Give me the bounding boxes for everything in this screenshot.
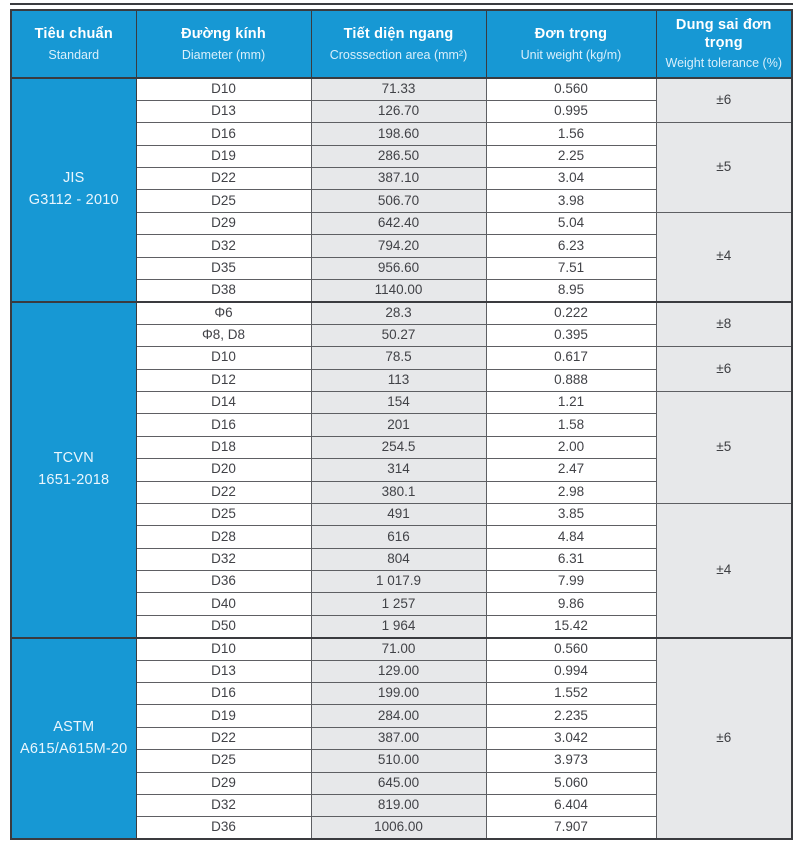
cell-weight: 0.222 (486, 302, 656, 324)
cell-diameter: D10 (136, 78, 311, 100)
cell-area: 198.60 (311, 123, 486, 145)
table-row (11, 78, 792, 100)
header-weight (486, 10, 656, 78)
cell-diameter: D22 (136, 168, 311, 190)
standard-label-line: JIS (62, 170, 85, 187)
cell-diameter: D29 (136, 772, 311, 794)
cell-weight: 7.51 (486, 257, 656, 279)
standard-label-line: ASTM (53, 718, 95, 735)
cell-tolerance: ±4 (656, 212, 792, 302)
cell-diameter: Φ8, D8 (136, 324, 311, 346)
cell-area: 1 964 (311, 615, 486, 637)
cell-area: 113 (311, 369, 486, 391)
cell-area: 286.50 (311, 145, 486, 167)
cell-weight: 6.31 (486, 548, 656, 570)
cell-tolerance: ±5 (656, 391, 792, 503)
cell-weight: 0.995 (486, 100, 656, 122)
cell-weight: 6.404 (486, 795, 656, 817)
cell-diameter: D12 (136, 369, 311, 391)
cell-area: 50.27 (311, 324, 486, 346)
cell-area: 491 (311, 503, 486, 525)
cell-diameter: D32 (136, 795, 311, 817)
header-area-en: Crosssection area (mm²) (329, 47, 468, 62)
cell-diameter: D28 (136, 526, 311, 548)
cell-weight: 8.95 (486, 280, 656, 302)
cell-diameter: D25 (136, 190, 311, 212)
header-weight-vi: Đơn trọng (534, 26, 608, 43)
cell-area: 819.00 (311, 795, 486, 817)
cell-weight: 1.552 (486, 683, 656, 705)
cell-diameter: D22 (136, 727, 311, 749)
cell-area: 510.00 (311, 750, 486, 772)
cell-diameter: D10 (136, 347, 311, 369)
cell-weight: 0.560 (486, 78, 656, 100)
cell-diameter: D16 (136, 414, 311, 436)
cell-diameter: D40 (136, 593, 311, 615)
cell-diameter: D50 (136, 615, 311, 637)
cell-tolerance: ±8 (656, 302, 792, 347)
header-standard-vi: Tiêu chuẩn (34, 26, 113, 43)
cell-standard (11, 638, 136, 840)
cell-weight: 4.84 (486, 526, 656, 548)
cell-diameter: D36 (136, 817, 311, 839)
cell-area: 1 017.9 (311, 571, 486, 593)
cell-weight: 2.235 (486, 705, 656, 727)
cell-area: 78.5 (311, 347, 486, 369)
cell-weight: 3.98 (486, 190, 656, 212)
cell-diameter: D18 (136, 436, 311, 458)
header-weight-en: Unit weight (kg/m) (520, 47, 622, 62)
standard-label-line: 1651-2018 (38, 471, 110, 488)
cell-standard (11, 78, 136, 302)
cell-area: 794.20 (311, 235, 486, 257)
cell-weight: 1.21 (486, 391, 656, 413)
cell-diameter: D10 (136, 638, 311, 660)
cell-weight: 9.86 (486, 593, 656, 615)
cell-tolerance: ±5 (656, 123, 792, 213)
cell-diameter: D38 (136, 280, 311, 302)
cell-standard (11, 302, 136, 638)
cell-diameter: D22 (136, 481, 311, 503)
cell-area: 645.00 (311, 772, 486, 794)
cell-area: 284.00 (311, 705, 486, 727)
cell-diameter: D25 (136, 750, 311, 772)
cell-weight: 1.56 (486, 123, 656, 145)
table-row (11, 638, 792, 660)
cell-area: 1006.00 (311, 817, 486, 839)
header-diameter (136, 10, 311, 78)
cell-diameter: D25 (136, 503, 311, 525)
cell-diameter: Φ6 (136, 302, 311, 324)
cell-area: 28.3 (311, 302, 486, 324)
cell-weight: 2.98 (486, 481, 656, 503)
cell-area: 506.70 (311, 190, 486, 212)
rebar-spec-table (10, 9, 793, 840)
header-row (11, 10, 792, 78)
table-row (11, 302, 792, 324)
cell-diameter: D36 (136, 571, 311, 593)
cell-area: 380.1 (311, 481, 486, 503)
cell-area: 126.70 (311, 100, 486, 122)
cell-diameter: D13 (136, 100, 311, 122)
header-area (311, 10, 486, 78)
cell-area: 804 (311, 548, 486, 570)
header-tolerance-vi: Dung sai đơn trọng (675, 17, 772, 51)
cell-weight: 0.395 (486, 324, 656, 346)
header-tolerance (656, 10, 792, 78)
table-body (11, 78, 792, 839)
cell-area: 129.00 (311, 660, 486, 682)
cell-area: 314 (311, 459, 486, 481)
standard-label-line: A615/A615M-20 (20, 740, 128, 757)
cell-area: 616 (311, 526, 486, 548)
cell-weight: 5.04 (486, 212, 656, 234)
cell-weight: 7.99 (486, 571, 656, 593)
cell-diameter: D19 (136, 145, 311, 167)
cell-diameter: D13 (136, 660, 311, 682)
cell-weight: 5.060 (486, 772, 656, 794)
cell-diameter: D29 (136, 212, 311, 234)
header-standard (11, 10, 136, 78)
cell-diameter: D14 (136, 391, 311, 413)
cell-weight: 0.560 (486, 638, 656, 660)
cell-area: 387.00 (311, 727, 486, 749)
header-standard-en: Standard (48, 47, 100, 62)
cell-weight: 3.042 (486, 727, 656, 749)
cell-area: 254.5 (311, 436, 486, 458)
header-area-vi: Tiết diện ngang (343, 26, 454, 43)
cell-area: 1140.00 (311, 280, 486, 302)
cell-diameter: D20 (136, 459, 311, 481)
header-diameter-vi: Đường kính (181, 26, 266, 43)
cell-weight: 3.973 (486, 750, 656, 772)
cell-weight: 2.00 (486, 436, 656, 458)
header-tolerance-en: Weight tolerance (%) (665, 56, 782, 71)
cell-weight: 2.25 (486, 145, 656, 167)
header-diameter-en: Diameter (mm) (181, 47, 266, 62)
cell-tolerance: ±6 (656, 638, 792, 840)
cell-tolerance: ±6 (656, 347, 792, 392)
cell-diameter: D16 (136, 683, 311, 705)
table-header (11, 10, 792, 78)
cell-tolerance: ±6 (656, 78, 792, 123)
cell-weight: 3.85 (486, 503, 656, 525)
cell-area: 1 257 (311, 593, 486, 615)
cell-area: 71.00 (311, 638, 486, 660)
cell-area: 199.00 (311, 683, 486, 705)
cell-diameter: D32 (136, 548, 311, 570)
cell-diameter: D32 (136, 235, 311, 257)
cell-area: 956.60 (311, 257, 486, 279)
cell-weight: 6.23 (486, 235, 656, 257)
cell-diameter: D19 (136, 705, 311, 727)
cell-weight: 15.42 (486, 615, 656, 637)
cell-weight: 0.994 (486, 660, 656, 682)
standard-label-line: G3112 - 2010 (28, 191, 119, 208)
cell-weight: 2.47 (486, 459, 656, 481)
cell-diameter: D16 (136, 123, 311, 145)
cell-weight: 3.04 (486, 168, 656, 190)
cell-area: 387.10 (311, 168, 486, 190)
cell-tolerance: ±4 (656, 503, 792, 637)
cell-diameter: D35 (136, 257, 311, 279)
standard-label-line: TCVN (53, 450, 94, 467)
cell-area: 201 (311, 414, 486, 436)
cell-weight: 7.907 (486, 817, 656, 839)
cell-area: 642.40 (311, 212, 486, 234)
cell-area: 154 (311, 391, 486, 413)
cell-area: 71.33 (311, 78, 486, 100)
cell-weight: 0.617 (486, 347, 656, 369)
cell-weight: 0.888 (486, 369, 656, 391)
top-rule (10, 3, 793, 5)
cell-weight: 1.58 (486, 414, 656, 436)
